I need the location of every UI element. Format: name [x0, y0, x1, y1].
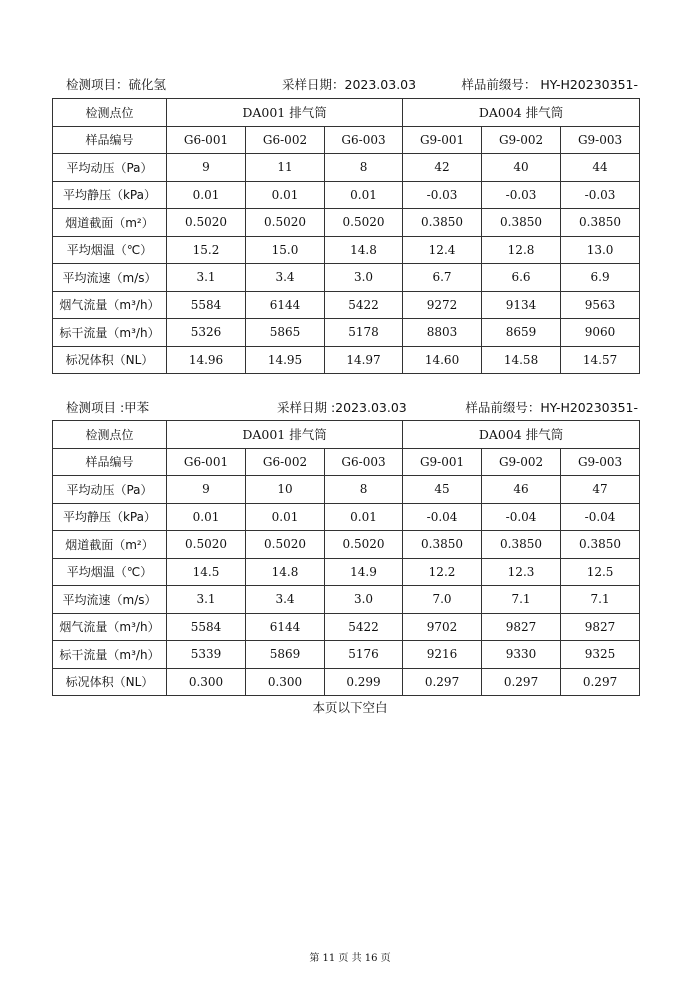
- value-cell: 12.3: [482, 558, 561, 586]
- value-cell: 9325: [561, 641, 640, 669]
- point-label-cell: 检测点位: [53, 421, 167, 449]
- value-cell: 0.297: [561, 668, 640, 696]
- value-cell: G9-001: [403, 126, 482, 154]
- table-row: [53, 586, 640, 614]
- value-cell: 11: [246, 154, 325, 182]
- sampling-date-label: 采样日期 :2023.03.03: [277, 400, 407, 415]
- row-label-cell: 平均动压（Pa）: [53, 476, 167, 504]
- value-cell: 7.0: [403, 586, 482, 614]
- value-cell: G9-001: [403, 448, 482, 476]
- table-row: [53, 641, 640, 669]
- value-cell: -0.04: [561, 503, 640, 531]
- row-label-cell: 平均流速（m/s）: [53, 264, 167, 292]
- table-header-row: [53, 99, 640, 127]
- value-cell: G9-002: [482, 126, 561, 154]
- value-cell: 14.5: [167, 558, 246, 586]
- table-row: [53, 154, 640, 182]
- sample-prefix-label: 样品前缀号：HY-H20230351-: [465, 400, 638, 415]
- row-label-cell: 烟道截面（m²）: [53, 209, 167, 237]
- value-cell: 40: [482, 154, 561, 182]
- value-cell: 0.01: [325, 503, 403, 531]
- value-cell: 3.1: [167, 264, 246, 292]
- row-label-cell: 烟气流量（m³/h）: [53, 613, 167, 641]
- table-row: [53, 448, 640, 476]
- value-cell: G6-003: [325, 448, 403, 476]
- value-cell: 7.1: [561, 586, 640, 614]
- value-cell: 6.9: [561, 264, 640, 292]
- value-cell: 6.7: [403, 264, 482, 292]
- value-cell: 9: [167, 154, 246, 182]
- value-cell: 3.4: [246, 586, 325, 614]
- table-row: [53, 236, 640, 264]
- value-cell: 45: [403, 476, 482, 504]
- point-label-cell: 检测点位: [53, 99, 167, 127]
- end-of-page-note: 本页以下空白: [312, 700, 388, 715]
- value-cell: 15.2: [167, 236, 246, 264]
- value-cell: 0.5020: [167, 531, 246, 559]
- value-cell: -0.03: [482, 181, 561, 209]
- table-header-row: [53, 421, 640, 449]
- value-cell: 8803: [403, 319, 482, 347]
- value-cell: 42: [403, 154, 482, 182]
- value-cell: -0.03: [403, 181, 482, 209]
- table-row: [53, 558, 640, 586]
- value-cell: 6144: [246, 291, 325, 319]
- value-cell: G9-002: [482, 448, 561, 476]
- value-cell: 14.9: [325, 558, 403, 586]
- table-row: [53, 476, 640, 504]
- value-cell: 9134: [482, 291, 561, 319]
- value-cell: 0.300: [167, 668, 246, 696]
- value-cell: 0.297: [403, 668, 482, 696]
- value-cell: 9827: [561, 613, 640, 641]
- table-row: [53, 126, 640, 154]
- group-header-cell: DA004 排气筒: [403, 99, 640, 127]
- value-cell: 3.0: [325, 264, 403, 292]
- value-cell: 14.58: [482, 346, 561, 374]
- value-cell: 0.5020: [167, 209, 246, 237]
- value-cell: 5869: [246, 641, 325, 669]
- section-header: [52, 398, 640, 418]
- value-cell: 0.01: [325, 181, 403, 209]
- sampling-date-label: 采样日期：2023.03.03: [282, 77, 417, 92]
- row-label-cell: 平均动压（Pa）: [53, 154, 167, 182]
- value-cell: 9216: [403, 641, 482, 669]
- value-cell: 47: [561, 476, 640, 504]
- row-label-cell: 烟道截面（m²）: [53, 531, 167, 559]
- test-item-label: 检测项目 :甲苯: [66, 400, 150, 415]
- value-cell: 44: [561, 154, 640, 182]
- group-header-cell: DA004 排气筒: [403, 421, 640, 449]
- group-header-cell: DA001 排气筒: [167, 99, 403, 127]
- value-cell: 5422: [325, 613, 403, 641]
- value-cell: 10: [246, 476, 325, 504]
- table-row: [53, 346, 640, 374]
- value-cell: -0.04: [403, 503, 482, 531]
- value-cell: 0.01: [246, 503, 325, 531]
- value-cell: 9272: [403, 291, 482, 319]
- value-cell: 12.5: [561, 558, 640, 586]
- value-cell: 5178: [325, 319, 403, 347]
- value-cell: 5422: [325, 291, 403, 319]
- value-cell: 14.8: [246, 558, 325, 586]
- value-cell: 9702: [403, 613, 482, 641]
- table-row: [53, 291, 640, 319]
- value-cell: 0.5020: [325, 209, 403, 237]
- value-cell: 9: [167, 476, 246, 504]
- value-cell: 5176: [325, 641, 403, 669]
- data-table: [52, 420, 640, 696]
- value-cell: 7.1: [482, 586, 561, 614]
- value-cell: 0.3850: [482, 209, 561, 237]
- value-cell: 8: [325, 476, 403, 504]
- value-cell: 9563: [561, 291, 640, 319]
- value-cell: 3.0: [325, 586, 403, 614]
- value-cell: 5584: [167, 291, 246, 319]
- value-cell: 5865: [246, 319, 325, 347]
- row-label-cell: 平均烟温（℃）: [53, 558, 167, 586]
- value-cell: 0.299: [325, 668, 403, 696]
- value-cell: 14.97: [325, 346, 403, 374]
- table-row: [53, 181, 640, 209]
- value-cell: 12.4: [403, 236, 482, 264]
- value-cell: 3.4: [246, 264, 325, 292]
- value-cell: -0.03: [561, 181, 640, 209]
- row-label-cell: 标干流量（m³/h）: [53, 319, 167, 347]
- value-cell: 5339: [167, 641, 246, 669]
- value-cell: G6-003: [325, 126, 403, 154]
- table-row: [53, 668, 640, 696]
- value-cell: G6-002: [246, 126, 325, 154]
- row-label-cell: 样品编号: [53, 126, 167, 154]
- value-cell: 12.8: [482, 236, 561, 264]
- row-label-cell: 平均流速（m/s）: [53, 586, 167, 614]
- value-cell: 6.6: [482, 264, 561, 292]
- value-cell: 14.95: [246, 346, 325, 374]
- value-cell: 9060: [561, 319, 640, 347]
- row-label-cell: 样品编号: [53, 448, 167, 476]
- value-cell: 14.96: [167, 346, 246, 374]
- row-label-cell: 烟气流量（m³/h）: [53, 291, 167, 319]
- row-label-cell: 平均烟温（℃）: [53, 236, 167, 264]
- group-header-cell: DA001 排气筒: [167, 421, 403, 449]
- test-item-label: 检测项目：硫化氢: [66, 77, 167, 92]
- value-cell: 0.3850: [561, 209, 640, 237]
- value-cell: 0.3850: [561, 531, 640, 559]
- value-cell: 0.01: [167, 503, 246, 531]
- value-cell: G9-003: [561, 126, 640, 154]
- value-cell: 9330: [482, 641, 561, 669]
- value-cell: 14.60: [403, 346, 482, 374]
- value-cell: 3.1: [167, 586, 246, 614]
- data-table: [52, 98, 640, 374]
- value-cell: 0.01: [246, 181, 325, 209]
- table-row: [53, 209, 640, 237]
- value-cell: 5584: [167, 613, 246, 641]
- table-row: [53, 613, 640, 641]
- row-label-cell: 平均静压（kPa）: [53, 181, 167, 209]
- value-cell: 8659: [482, 319, 561, 347]
- sample-prefix-label: 样品前缀号： HY-H20230351-: [461, 77, 638, 92]
- value-cell: G9-003: [561, 448, 640, 476]
- value-cell: 0.5020: [325, 531, 403, 559]
- value-cell: 8: [325, 154, 403, 182]
- row-label-cell: 标干流量（m³/h）: [53, 641, 167, 669]
- row-label-cell: 标况体积（NL）: [53, 668, 167, 696]
- value-cell: 0.297: [482, 668, 561, 696]
- value-cell: 46: [482, 476, 561, 504]
- value-cell: G6-002: [246, 448, 325, 476]
- value-cell: 6144: [246, 613, 325, 641]
- table-row: [53, 264, 640, 292]
- value-cell: -0.04: [482, 503, 561, 531]
- page-footer: 第 11 页 共 16 页: [309, 953, 391, 964]
- value-cell: 13.0: [561, 236, 640, 264]
- table-row: [53, 531, 640, 559]
- table-row: [53, 319, 640, 347]
- row-label-cell: 标况体积（NL）: [53, 346, 167, 374]
- value-cell: 0.01: [167, 181, 246, 209]
- value-cell: 14.8: [325, 236, 403, 264]
- value-cell: 9827: [482, 613, 561, 641]
- value-cell: 14.57: [561, 346, 640, 374]
- value-cell: 12.2: [403, 558, 482, 586]
- value-cell: 15.0: [246, 236, 325, 264]
- value-cell: 0.300: [246, 668, 325, 696]
- row-label-cell: 平均静压（kPa）: [53, 503, 167, 531]
- value-cell: G6-001: [167, 448, 246, 476]
- value-cell: 0.3850: [482, 531, 561, 559]
- value-cell: G6-001: [167, 126, 246, 154]
- value-cell: 0.3850: [403, 531, 482, 559]
- value-cell: 0.5020: [246, 531, 325, 559]
- value-cell: 0.5020: [246, 209, 325, 237]
- table-row: [53, 503, 640, 531]
- section-header: [52, 75, 640, 95]
- value-cell: 0.3850: [403, 209, 482, 237]
- value-cell: 5326: [167, 319, 246, 347]
